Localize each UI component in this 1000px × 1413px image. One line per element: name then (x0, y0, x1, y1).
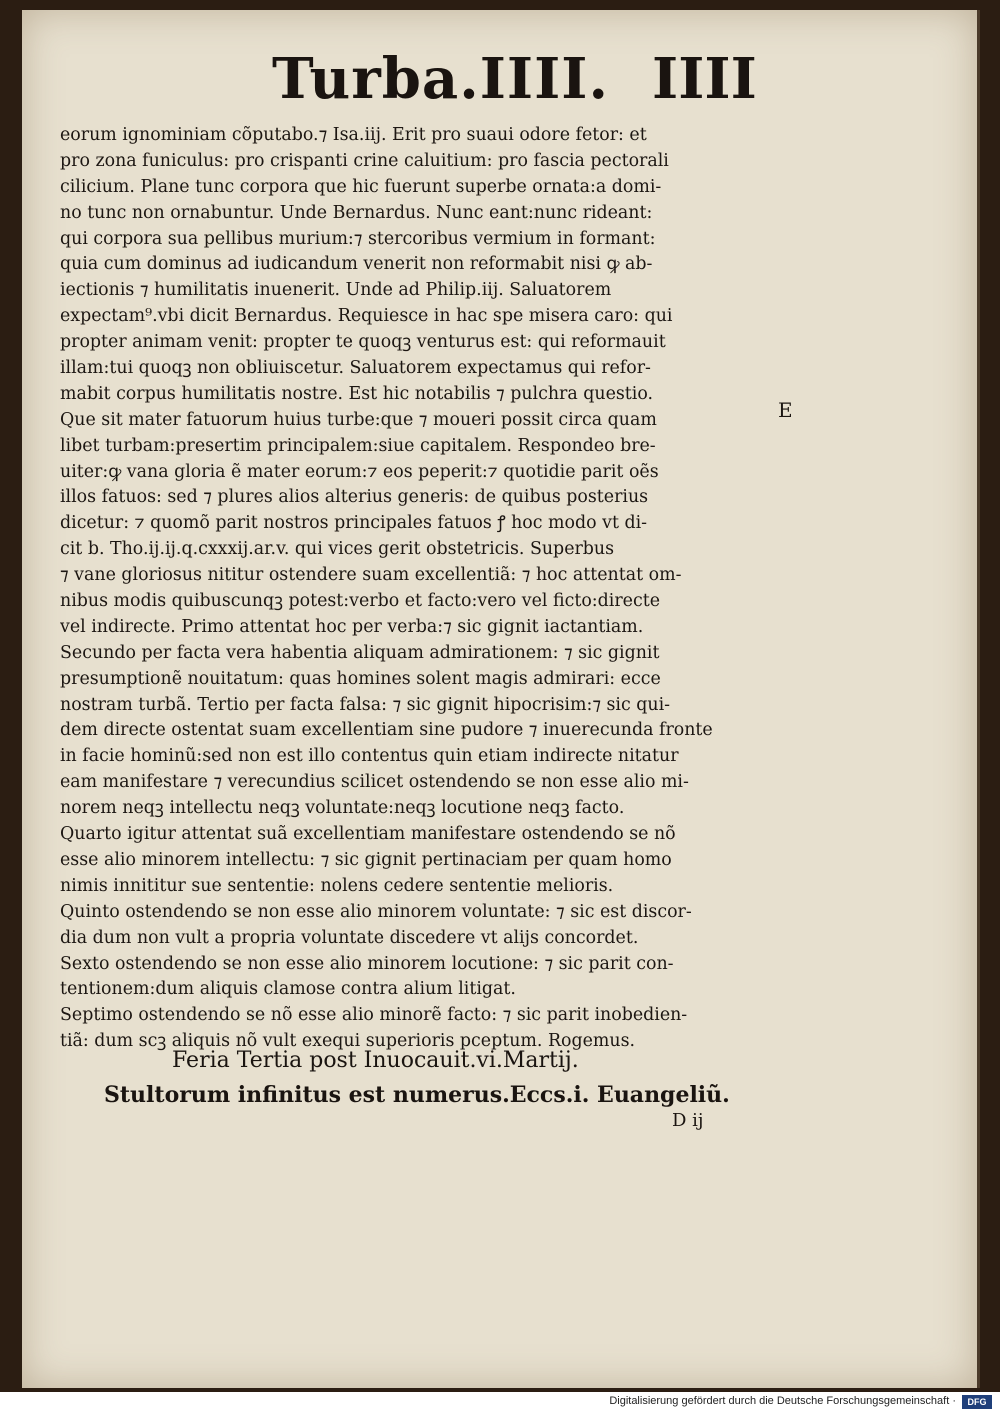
text-line: cilicium. Plane tunc corpora que hic fuerunt superbe ornata:a domi- (60, 176, 662, 197)
text-line: pro zona funiculus: pro crispanti crine caluitium: pro fascia pectorali (60, 150, 669, 171)
text-line: eam manifestare ⁊ verecundius scilicet ostendendo se non esse alio mi- (60, 772, 689, 793)
text-line: dia dum non vult a propria voluntate discedere vt alijs concordet. (60, 927, 639, 948)
text-line: dem directe ostentat suam excellentiam sine pudore ⁊ inuerecunda fronte (60, 720, 713, 741)
text-line: illam:tui quoqꝫ non obliuiscetur. Saluatorem expectamus qui refor- (60, 358, 651, 379)
text-line: libet turbam:presertim principalem:siue capitalem. Respondeo bre- (60, 435, 656, 456)
text-line: quia cum dominus ad iudicandum venerit non reformabit nisi ꝙ ab- (60, 254, 653, 275)
text-line: cit b. Tho.ij.ij.q.cxxxij.ar.v. qui vices gerit obstetricis. Superbus (60, 539, 615, 560)
book-page (22, 10, 980, 1388)
text-line: no tunc non ornabuntur. Unde Bernardus. Nunc eant:nunc rideant: (60, 202, 653, 223)
funding-credit: Digitalisierung gefördert durch die Deutsche Forschungsgemeinschaft · (609, 1395, 956, 1407)
text-line: ⁊ vane gloriosus nititur ostendere suam excellentiã: ⁊ hoc attentat om- (60, 565, 682, 586)
text-line: uiter:ꝙ vana gloria ẽ mater eorum:⁊ eos peperit:⁊ quotidie parit oẽs (60, 461, 659, 482)
text-line: Sexto ostendendo se non esse alio minorem locutione: ⁊ sic parit con- (60, 953, 674, 974)
text-line: illos fatuos: sed ⁊ plures alios alterius generis: de quibus posterius (60, 487, 649, 508)
text-line: esse alio minorem intellectu: ⁊ sic gignit pertinaciam per quam homo (60, 849, 672, 870)
main-text-block (60, 123, 780, 1055)
text-line: iectionis ⁊ humilitatis inuenerit. Unde ad Philip.iij. Saluatorem (60, 280, 612, 301)
text-line: propter animam venit: propter te quoqꝫ venturus est: qui reformauit (60, 332, 666, 353)
footer-bar (0, 1392, 1000, 1413)
text-line: tiã: dum scꝫ aliquis nõ vult exequi superioris pceptum. Rogemus. (60, 1031, 636, 1052)
text-line: presumptionẽ nouitatum: quas homines solent magis admirari: ecce (60, 668, 661, 689)
dfg-logo-icon: DFG (962, 1395, 992, 1409)
text-line: vel indirecte. Primo attentat hoc per verba:⁊ sic gignit iactantiam. (60, 616, 644, 637)
text-line: Quarto igitur attentat suã excellentiam manifestare ostendendo se nõ (60, 824, 676, 845)
text-line: tentionem:dum aliquis clamose contra alium litigat. (60, 979, 516, 1000)
text-line: eorum ignominiam cõputabo.⁊ Isa.iij. Erit pro suaui odore fetor: et (60, 125, 647, 145)
text-line: Septimo ostendendo se nõ esse alio minorẽ facto: ⁊ sic parit inobedien- (60, 1005, 688, 1026)
text-line: nimis innititur sue sententie: nolens cedere sententie melioris. (60, 875, 614, 896)
margin-note: E (778, 398, 793, 422)
sermon-heading: Feria Tertia post Inuocauit.vi.Martij. (172, 1048, 579, 1073)
text-line: Quinto ostendendo se non esse alio minorem voluntate: ⁊ sic est discor- (60, 901, 692, 922)
text-line: nibus modis quibuscunqꝫ potest:verbo et facto:vero vel ficto:directe (60, 591, 660, 612)
signature-mark: D ij (672, 1110, 704, 1131)
running-title: Turba.IIII. (272, 46, 609, 112)
text-line: Que sit mater fatuorum huius turbe:que ⁊ moueri possit circa quam (60, 409, 657, 430)
text-line: dicetur: ⁊ quomõ parit nostros principales fatuos ꝭ hoc modo vt di- (60, 513, 648, 534)
sermon-incipit: Stultorum infinitus est numerus.Eccs.i. Euangeliũ. (104, 1082, 730, 1108)
text-line: nostram turbã. Tertio per facta falsa: ⁊ sic gignit hipocrisim:⁊ sic qui- (60, 694, 671, 715)
text-line: qui corpora sua pellibus murium:⁊ stercoribus vermium in formant: (60, 228, 656, 249)
text-line: mabit corpus humilitatis nostre. Est hic notabilis ⁊ pulchra questio. (60, 383, 654, 404)
text-line: norem neqꝫ intellectu neqꝫ voluntate:neqꝫ locutione neqꝫ facto. (60, 798, 625, 819)
text-line: Secundo per facta vera habentia aliquam admirationem: ⁊ sic gignit (60, 642, 660, 663)
text-line: in facie hominũ:sed non est illo contentus quin etiam indirecte nitatur (60, 746, 679, 767)
folio-number: IIII (652, 46, 757, 112)
text-line: expectam⁹.vbi dicit Bernardus. Requiesce in hac spe misera caro: qui (60, 306, 673, 327)
